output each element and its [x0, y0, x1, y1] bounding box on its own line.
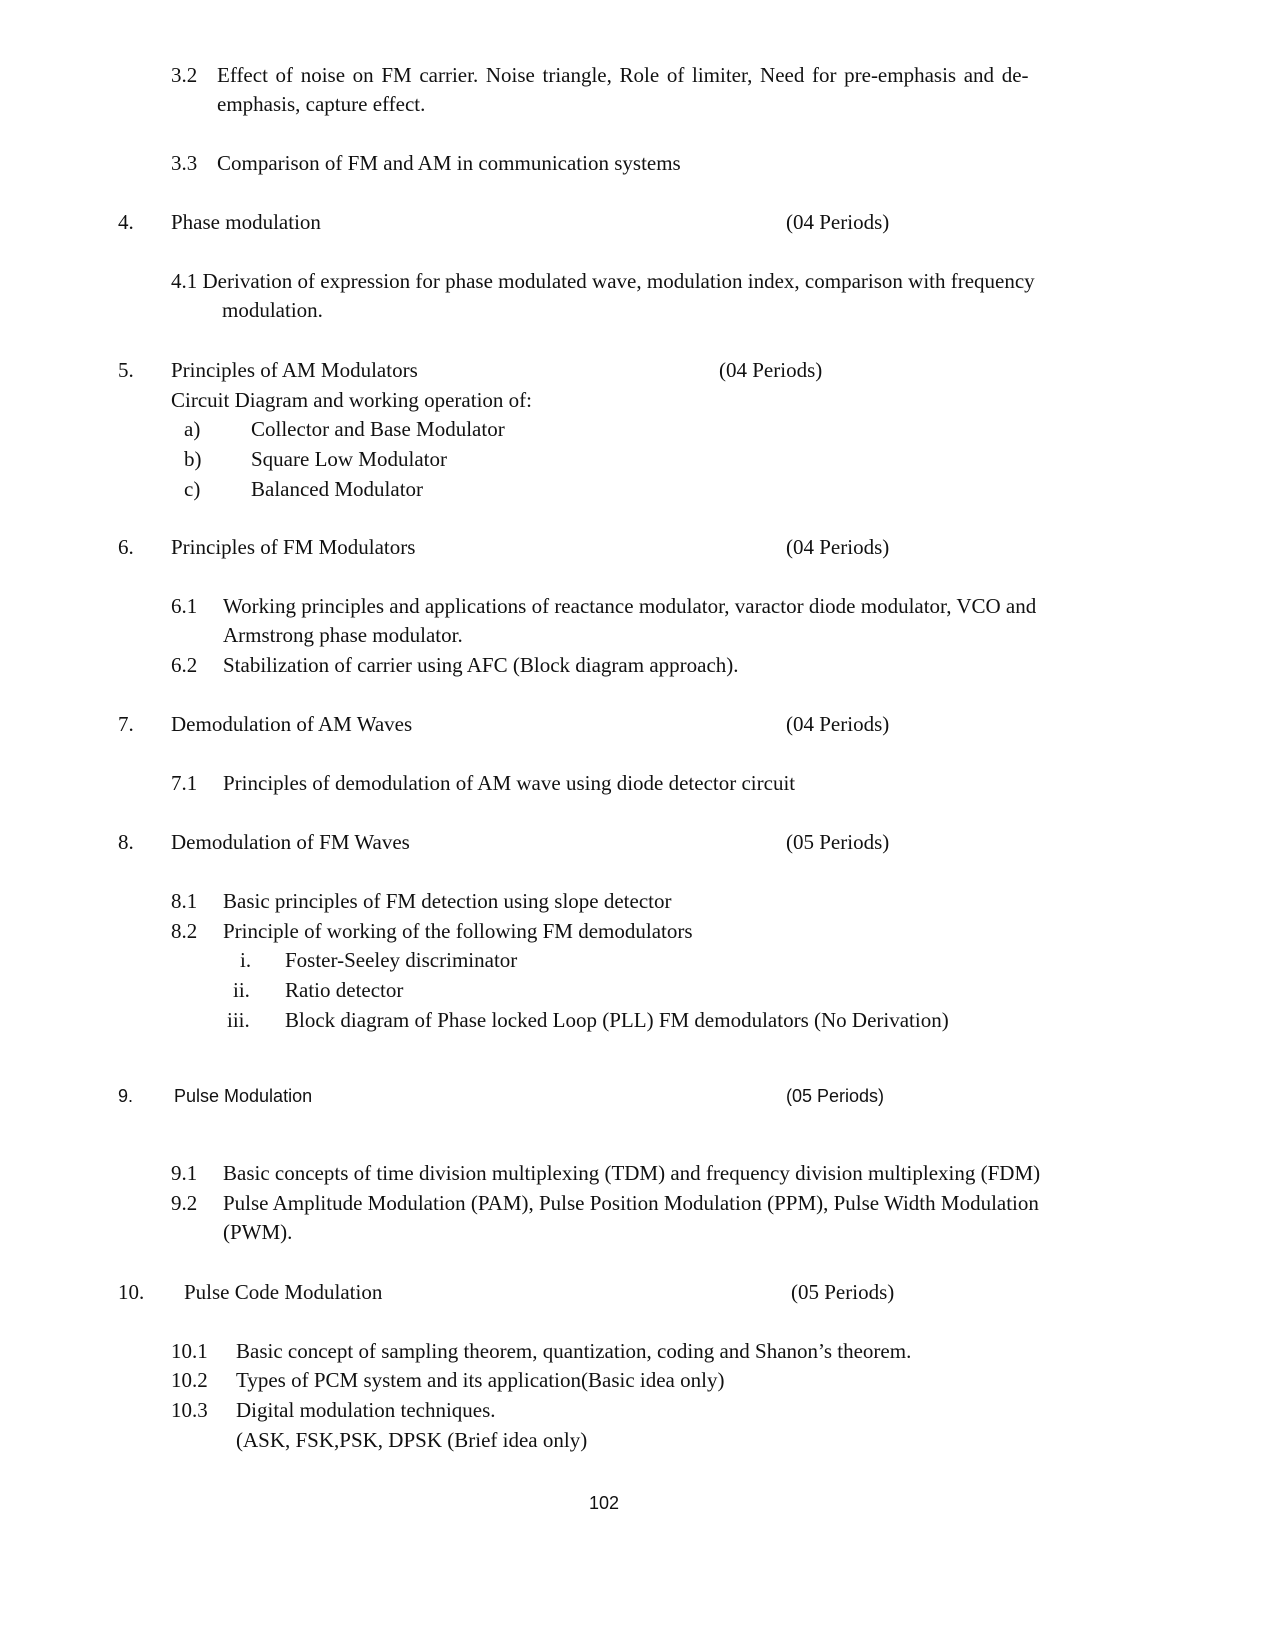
list-marker: i.	[240, 948, 252, 972]
item-text: Working principles and applications of reactance modulator, varactor diode modulator, VCO and	[223, 594, 1037, 618]
item-number: 10.3	[171, 1398, 208, 1422]
item-number: 10.2	[171, 1368, 208, 1392]
section-title: Demodulation of AM Waves	[171, 712, 413, 736]
section-title: Demodulation of FM Waves	[171, 830, 410, 854]
section-number: 7.	[118, 712, 134, 736]
section-title: Phase modulation	[171, 210, 321, 234]
item-number: 10.1	[171, 1339, 208, 1363]
item-number: 6.1	[171, 594, 198, 618]
item-number: 9.1	[171, 1161, 198, 1185]
item-text: 4.1 Derivation of expression for phase modulated wave, modulation index, comparison with frequency	[171, 269, 1035, 293]
list-item: Ratio detector	[285, 978, 404, 1002]
item-number: 7.1	[171, 771, 198, 795]
item-text: Circuit Diagram and working operation of:	[171, 388, 532, 412]
section-periods: (04 Periods)	[786, 535, 890, 559]
list-marker: b)	[184, 447, 202, 471]
list-item: Collector and Base Modulator	[251, 417, 505, 441]
item-text: Digital modulation techniques.	[236, 1398, 496, 1422]
item-text: Types of PCM system and its application(Basic idea only)	[236, 1368, 725, 1392]
item-text: Principle of working of the following FM demodulators	[223, 919, 693, 943]
section-title: Pulse Code Modulation	[184, 1280, 383, 1304]
item-text: Armstrong phase modulator.	[223, 623, 463, 647]
section-periods: (05 Periods)	[786, 1086, 885, 1106]
item-number: 8.1	[171, 889, 198, 913]
item-text: modulation.	[222, 298, 323, 322]
section-number: 4.	[118, 210, 134, 234]
item-text: (ASK, FSK,PSK, DPSK (Brief idea only)	[236, 1428, 588, 1452]
list-marker: a)	[184, 417, 201, 441]
item-text: Principles of demodulation of AM wave using diode detector circuit	[223, 771, 796, 795]
item-text: Comparison of FM and AM in communication systems	[217, 151, 681, 175]
item-text: Effect of noise on FM carrier. Noise triangle, Role of limiter, Need for pre-emphasis and de-	[217, 63, 1029, 87]
item-text: emphasis, capture effect.	[217, 92, 426, 116]
section-number: 5.	[118, 358, 134, 382]
section-periods: (04 Periods)	[786, 712, 890, 736]
section-number: 6.	[118, 535, 134, 559]
list-item: Foster-Seeley discriminator	[285, 948, 518, 972]
item-text: Basic concepts of time division multiplexing (TDM) and frequency division multiplexing (FDM)	[223, 1161, 1041, 1185]
section-number: 9.	[118, 1086, 134, 1106]
item-number: 6.2	[171, 653, 198, 677]
list-marker: c)	[184, 477, 201, 501]
page-number: 102	[589, 1493, 620, 1513]
list-marker: ii.	[233, 978, 250, 1002]
item-number: 9.2	[171, 1191, 198, 1215]
section-periods: (04 Periods)	[719, 358, 823, 382]
section-title: Principles of FM Modulators	[171, 535, 416, 559]
list-item: Square Low Modulator	[251, 447, 447, 471]
item-number: 8.2	[171, 919, 198, 943]
section-number: 8.	[118, 830, 134, 854]
section-periods: (05 Periods)	[786, 830, 890, 854]
list-item: Balanced Modulator	[251, 477, 424, 501]
section-title: Pulse Modulation	[174, 1086, 313, 1106]
item-text: (PWM).	[223, 1220, 293, 1244]
item-text: Stabilization of carrier using AFC (Block diagram approach).	[223, 653, 739, 677]
section-title: Principles of AM Modulators	[171, 358, 418, 382]
item-number: 3.2	[171, 63, 198, 87]
section-number: 10.	[118, 1280, 145, 1304]
item-text: Pulse Amplitude Modulation (PAM), Pulse Position Modulation (PPM), Pulse Width Modulation	[223, 1191, 1039, 1215]
list-item: Block diagram of Phase locked Loop (PLL) FM demodulators (No Derivation)	[285, 1008, 949, 1032]
item-text: Basic concept of sampling theorem, quantization, coding and Shanon’s theorem.	[236, 1339, 912, 1363]
list-marker: iii.	[227, 1008, 250, 1032]
section-periods: (04 Periods)	[786, 210, 890, 234]
item-text: Basic principles of FM detection using slope detector	[223, 889, 672, 913]
item-number: 3.3	[171, 151, 198, 175]
section-periods: (05 Periods)	[791, 1280, 895, 1304]
